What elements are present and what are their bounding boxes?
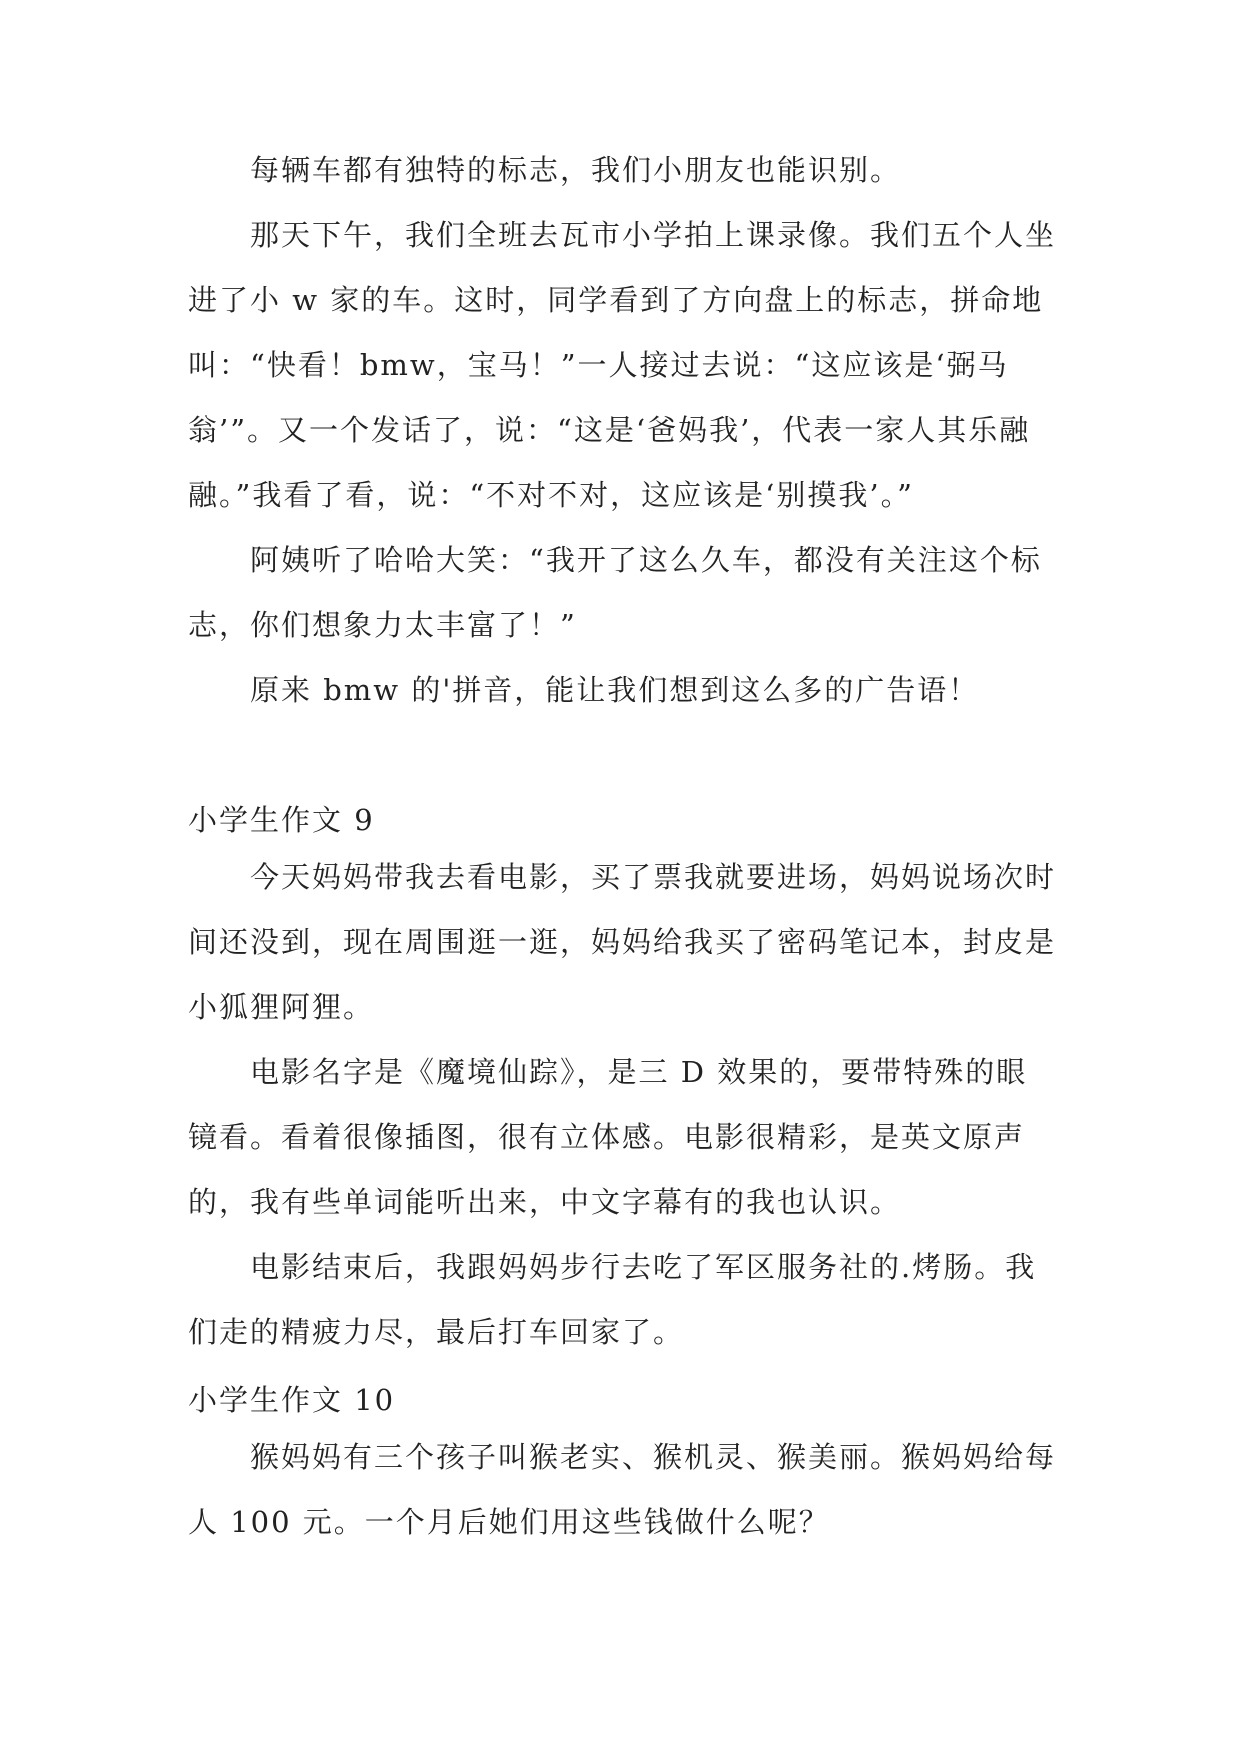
paragraph: 今天妈妈带我去看电影，买了票我就要进场，妈妈说场次时间还没到，现在周围逛一逛，妈妈给我买了密码笔记本，封皮是小狐狸阿狸。 (188, 860, 1057, 1024)
paragraph: 猴妈妈有三个孩子叫猴老实、猴机灵、猴美丽。猴妈妈给每人 100 元。一个月后她们用这些钱做什么呢？ (188, 1440, 1057, 1539)
paragraph: 电影名字是《魔境仙踪》，是三 D 效果的，要带特殊的眼镜看。看着很像插图，很有立体感。电影很精彩，是英文原声的，我有些单词能听出来，中文字幕有的我也认识。 (188, 1055, 1028, 1219)
paragraph: 原来 bmw 的'拼音，能让我们想到这么多的广告语！ (250, 673, 980, 707)
essay-10-title: 小学生作文 10 (188, 1383, 396, 1417)
paragraph: 阿姨听了哈哈大笑：“我开了这么久车，都没有关注这个标志，你们想象力太丰富了！” (188, 543, 1042, 642)
essay-9-body (188, 845, 1058, 1365)
essay-9-title: 小学生作文 9 (188, 803, 375, 837)
paragraph: 电影结束后，我跟妈妈步行去吃了军区服务社的.烤肠。我们走的精疲力尽，最后打车回家了。 (188, 1250, 1037, 1349)
essay-prev-body (188, 138, 1058, 723)
paragraph: 那天下午，我们全班去瓦市小学拍上课录像。我们五个人坐进了小 w 家的车。这时，同学看到了方向盘上的标志，拼命地叫：“快看！bmw，宝马！”一人接过去说：“这应该是‘弼马翁’”。又一个发话了，说：“这是‘爸妈我’，代表一家人其乐融融。”我看了看，说：“不对不对，这应该是‘别摸我’。” (188, 218, 1057, 512)
paragraph: 每辆车都有独特的标志，我们小朋友也能识别。 (250, 153, 902, 187)
essay-10-body (188, 1425, 1058, 1555)
